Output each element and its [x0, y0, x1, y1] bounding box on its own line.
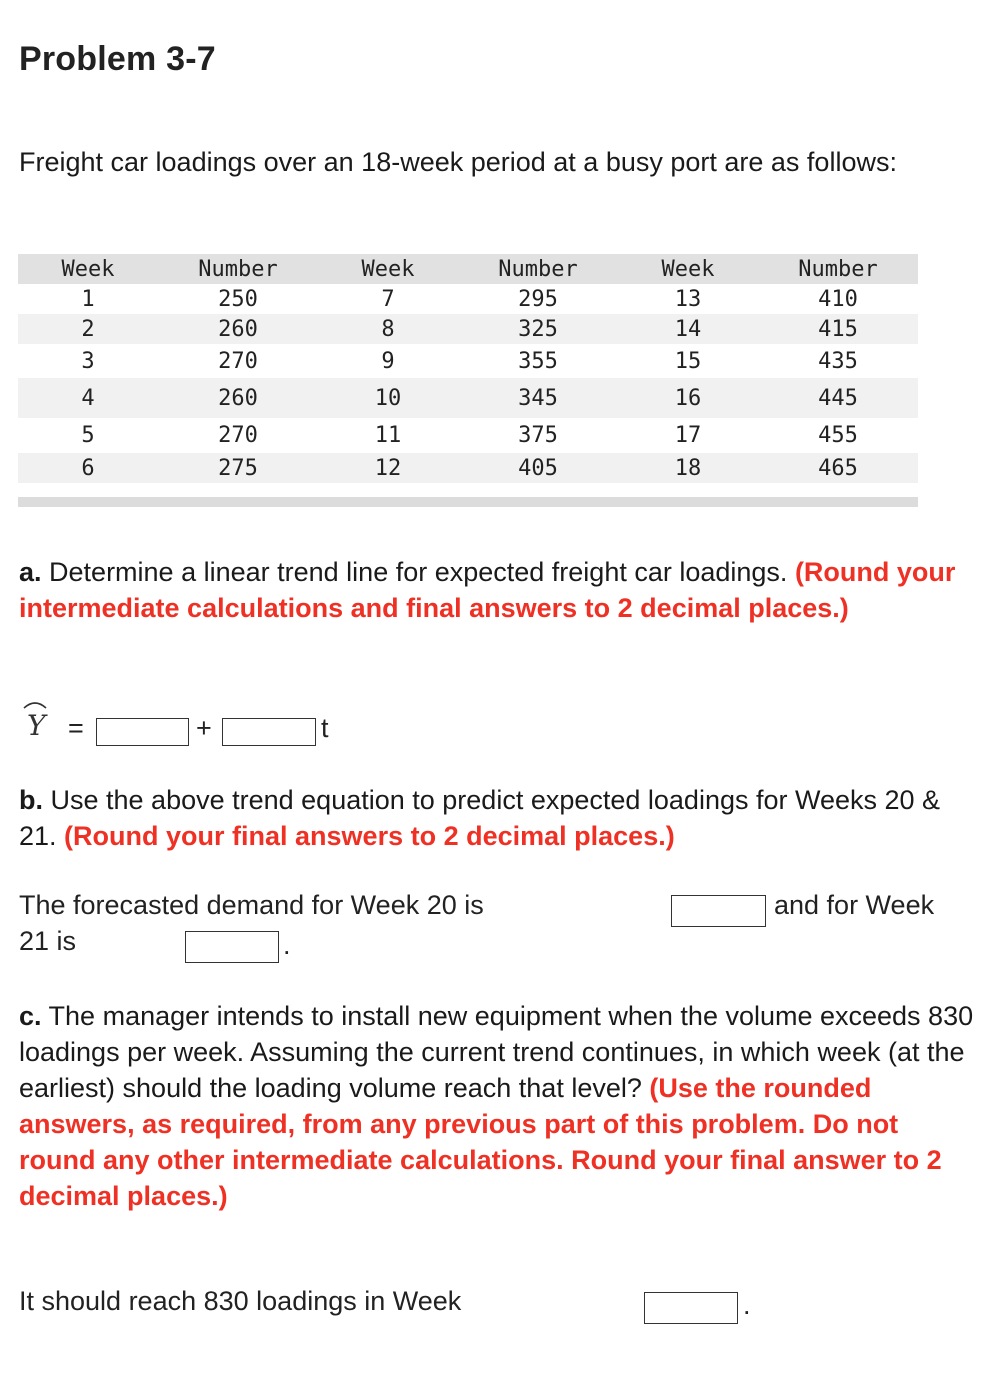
table-cell: 9 [381, 348, 395, 374]
slope-input[interactable] [222, 718, 316, 746]
table-row [18, 314, 918, 344]
part-b-period: . [283, 930, 291, 960]
table-cell: 345 [518, 385, 558, 411]
table-header-cell: Week [661, 256, 715, 282]
part-c-text: The manager intends to install new equipment when the volume exceeds 830 loadings per week. Assuming the current trend continues, in which week (at the earliest) should the loading volume reach that level? [19, 1001, 974, 1103]
intercept-input[interactable] [96, 718, 189, 746]
table-cell: 11 [374, 423, 402, 448]
table-cell: 15 [674, 348, 702, 374]
table-cell: 5 [81, 423, 95, 448]
part-c-prompt [19, 998, 974, 1214]
table-row [18, 418, 918, 453]
part-c-label: c. [19, 1001, 42, 1031]
table-header-cell: Week [61, 256, 115, 282]
part-b-prompt [19, 782, 974, 854]
week21-forecast-input[interactable] [185, 931, 279, 963]
table-cell: 270 [218, 423, 258, 448]
table-cell: 405 [518, 455, 558, 481]
table-cell: 375 [518, 423, 558, 448]
part-b-instruction: (Round your final answers to 2 decimal places.) [64, 821, 675, 851]
part-b-text: Use the above trend equation to predict expected loadings for Weeks 20 & 21. [19, 785, 941, 851]
part-a-label: a. [19, 557, 42, 587]
table-cell: 4 [81, 385, 95, 411]
table-row [18, 453, 918, 483]
table-row [18, 284, 918, 314]
part-c-instruction: (Use the rounded answers, as required, from any previous part of this problem. Do not round any other intermediate calculations. Round your final answer to 2 decimal places.) [19, 1073, 942, 1211]
week-830-input[interactable] [644, 1292, 738, 1324]
table-cell: 1 [81, 286, 95, 312]
week21-sentence-start: and for Week [774, 890, 935, 920]
table-cell: 8 [381, 316, 395, 342]
part-a-text: Determine a linear trend line for expected freight car loadings. [41, 557, 795, 587]
plus-sign: + [196, 713, 212, 743]
week20-sentence: The forecasted demand for Week 20 is [19, 890, 484, 920]
table-cell: 250 [218, 286, 258, 312]
hat-accent-icon [22, 699, 48, 709]
problem-intro: Freight car loadings over an 18-week period at a busy port are as follows: [19, 147, 897, 177]
table-cell: 10 [374, 385, 402, 411]
table-cell: 435 [818, 348, 858, 374]
table-header-cell: Week [361, 256, 415, 282]
table-cell: 410 [818, 286, 858, 312]
table-header-cell: Number [498, 256, 578, 282]
table-cell: 260 [218, 316, 258, 342]
part-c-sentence: It should reach 830 loadings in Week [19, 1286, 462, 1316]
problem-title: Problem 3-7 [19, 40, 216, 78]
table-cell: 325 [518, 316, 558, 342]
table-header-row [18, 254, 918, 284]
table-cell: 16 [674, 385, 702, 411]
table-cell: 13 [674, 286, 702, 312]
table-cell: 465 [818, 455, 858, 481]
part-a-instruction: (Round your intermediate calculations and final answers to 2 decimal places.) [19, 557, 956, 623]
table-header-cell: Number [798, 256, 878, 282]
table-cell: 355 [518, 348, 558, 374]
table-cell: 275 [218, 455, 258, 481]
table-row [18, 344, 918, 378]
equals-sign: = [68, 713, 84, 743]
part-c-period: . [743, 1290, 751, 1320]
table-cell: 445 [818, 385, 858, 411]
week20-forecast-input[interactable] [671, 895, 766, 927]
part-b-label: b. [19, 785, 43, 815]
variable-t: t [321, 713, 329, 743]
table-cell: 12 [374, 455, 402, 481]
table-cell: 270 [218, 348, 258, 374]
part-a-prompt [19, 554, 974, 626]
table-cell: 17 [674, 423, 702, 448]
y-hat-symbol: Y [27, 709, 46, 742]
table-cell: 455 [818, 423, 858, 448]
table-bottom-bar [18, 497, 918, 507]
table-row [18, 378, 918, 418]
table-cell: 7 [381, 286, 395, 312]
table-cell: 260 [218, 385, 258, 411]
table-header-cell: Number [198, 256, 278, 282]
table-cell: 18 [674, 455, 702, 481]
table-cell: 3 [81, 348, 95, 374]
table-cell: 14 [674, 316, 702, 342]
week21-sentence-end: 21 is [19, 926, 77, 956]
table-cell: 295 [518, 286, 558, 312]
table-cell: 6 [81, 455, 95, 481]
table-cell: 2 [81, 316, 95, 342]
table-cell: 415 [818, 316, 858, 342]
